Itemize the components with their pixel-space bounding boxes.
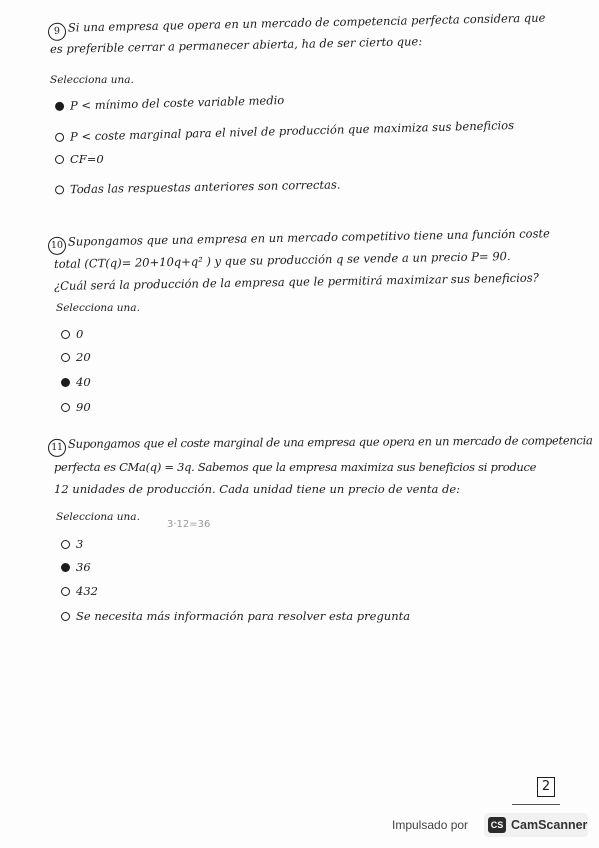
q10-prompt-text-1: Supongamos que una empresa en un mercado competitivo tiene una función coste <box>67 226 550 249</box>
q9-option-4[interactable] <box>55 178 341 197</box>
divider <box>512 804 560 805</box>
q10-prompt-line2: total (CT(q)= 20+10q+q² ) y que su producción q se vende a un precio P= 90. <box>53 249 511 271</box>
pencil-note: 3·12=36 <box>167 519 211 530</box>
q10-option-4[interactable] <box>61 400 91 414</box>
q11-option-3[interactable] <box>61 584 98 598</box>
page-number: 2 <box>537 777 555 797</box>
q11-option-4-label: Se necesita más información para resolver esta pregunta <box>76 609 411 623</box>
q10-option-2-label: 20 <box>76 350 91 364</box>
q11-option-3-label: 432 <box>76 584 98 598</box>
q9-prompt-line2: es preferible cerrar a permanecer abierta, ha de ser cierto que: <box>49 34 423 56</box>
q9-option-1[interactable] <box>55 93 285 113</box>
q10-option-4-label: 90 <box>76 400 91 414</box>
q10-option-3-label: 40 <box>76 375 91 389</box>
q10-select-label: Selecciona una. <box>56 302 140 314</box>
q10-number-badge: 10 <box>48 237 66 255</box>
radio-selected-icon[interactable] <box>55 101 64 110</box>
q10-option-3[interactable] <box>61 375 91 389</box>
q9-option-4-label: Todas las respuestas anteriores son correctas. <box>69 177 341 197</box>
q10-option-1-label: 0 <box>76 327 84 341</box>
radio-icon[interactable] <box>61 587 70 596</box>
q11-select-label: Selecciona una. <box>56 511 140 523</box>
q9-option-2[interactable] <box>55 118 514 144</box>
q9-number-badge: 9 <box>48 23 66 41</box>
radio-icon[interactable] <box>61 403 70 412</box>
radio-selected-icon[interactable] <box>61 563 70 572</box>
q11-prompt-line1 <box>48 432 593 457</box>
powered-by-label: Impulsado por <box>392 818 469 832</box>
q11-prompt-text-1: Supongamos que el coste marginal de una empresa que opera en un mercado de competencia <box>67 433 593 451</box>
camscanner-logo-icon: CS <box>488 817 506 833</box>
camscanner-brand: CamScanner <box>511 818 588 832</box>
q10-prompt-line3: ¿Cuál será la producción de la empresa que le permitirá maximizar sus beneficios? <box>53 270 539 293</box>
camscanner-badge <box>484 813 588 837</box>
q9-option-2-label: P < coste marginal para el nivel de producción que maximiza sus beneficios <box>69 117 515 144</box>
q9-prompt-text-1: Si una empresa que opera en un mercado de competencia perfecta considera que <box>67 10 546 35</box>
radio-icon[interactable] <box>61 330 70 339</box>
q11-option-1-label: 3 <box>76 537 84 551</box>
q11-number-badge: 11 <box>48 439 66 457</box>
q9-option-3-label: CF=0 <box>70 152 104 166</box>
q9-option-3[interactable] <box>55 152 104 166</box>
q11-option-4[interactable] <box>61 609 410 623</box>
radio-icon[interactable] <box>61 612 70 621</box>
radio-icon[interactable] <box>55 185 64 194</box>
q10-option-2[interactable] <box>61 350 91 364</box>
q11-prompt-line2: perfecta es CMa(q) = 3q. Sabemos que la empresa maximiza sus beneficios si produce <box>54 460 537 474</box>
radio-icon[interactable] <box>55 132 64 141</box>
q11-option-2-label: 36 <box>76 560 91 574</box>
q9-select-label: Selecciona una. <box>50 74 134 86</box>
q11-option-1[interactable] <box>61 537 83 551</box>
q9-option-1-label: P < mínimo del coste variable medio <box>69 93 285 113</box>
radio-icon[interactable] <box>61 540 70 549</box>
radio-selected-icon[interactable] <box>61 378 70 387</box>
q11-option-2[interactable] <box>61 560 91 574</box>
radio-icon[interactable] <box>61 353 70 362</box>
q10-option-1[interactable] <box>61 327 83 341</box>
radio-icon[interactable] <box>55 155 64 164</box>
q11-prompt-line3: 12 unidades de producción. Cada unidad tiene un precio de venta de: <box>54 482 461 496</box>
